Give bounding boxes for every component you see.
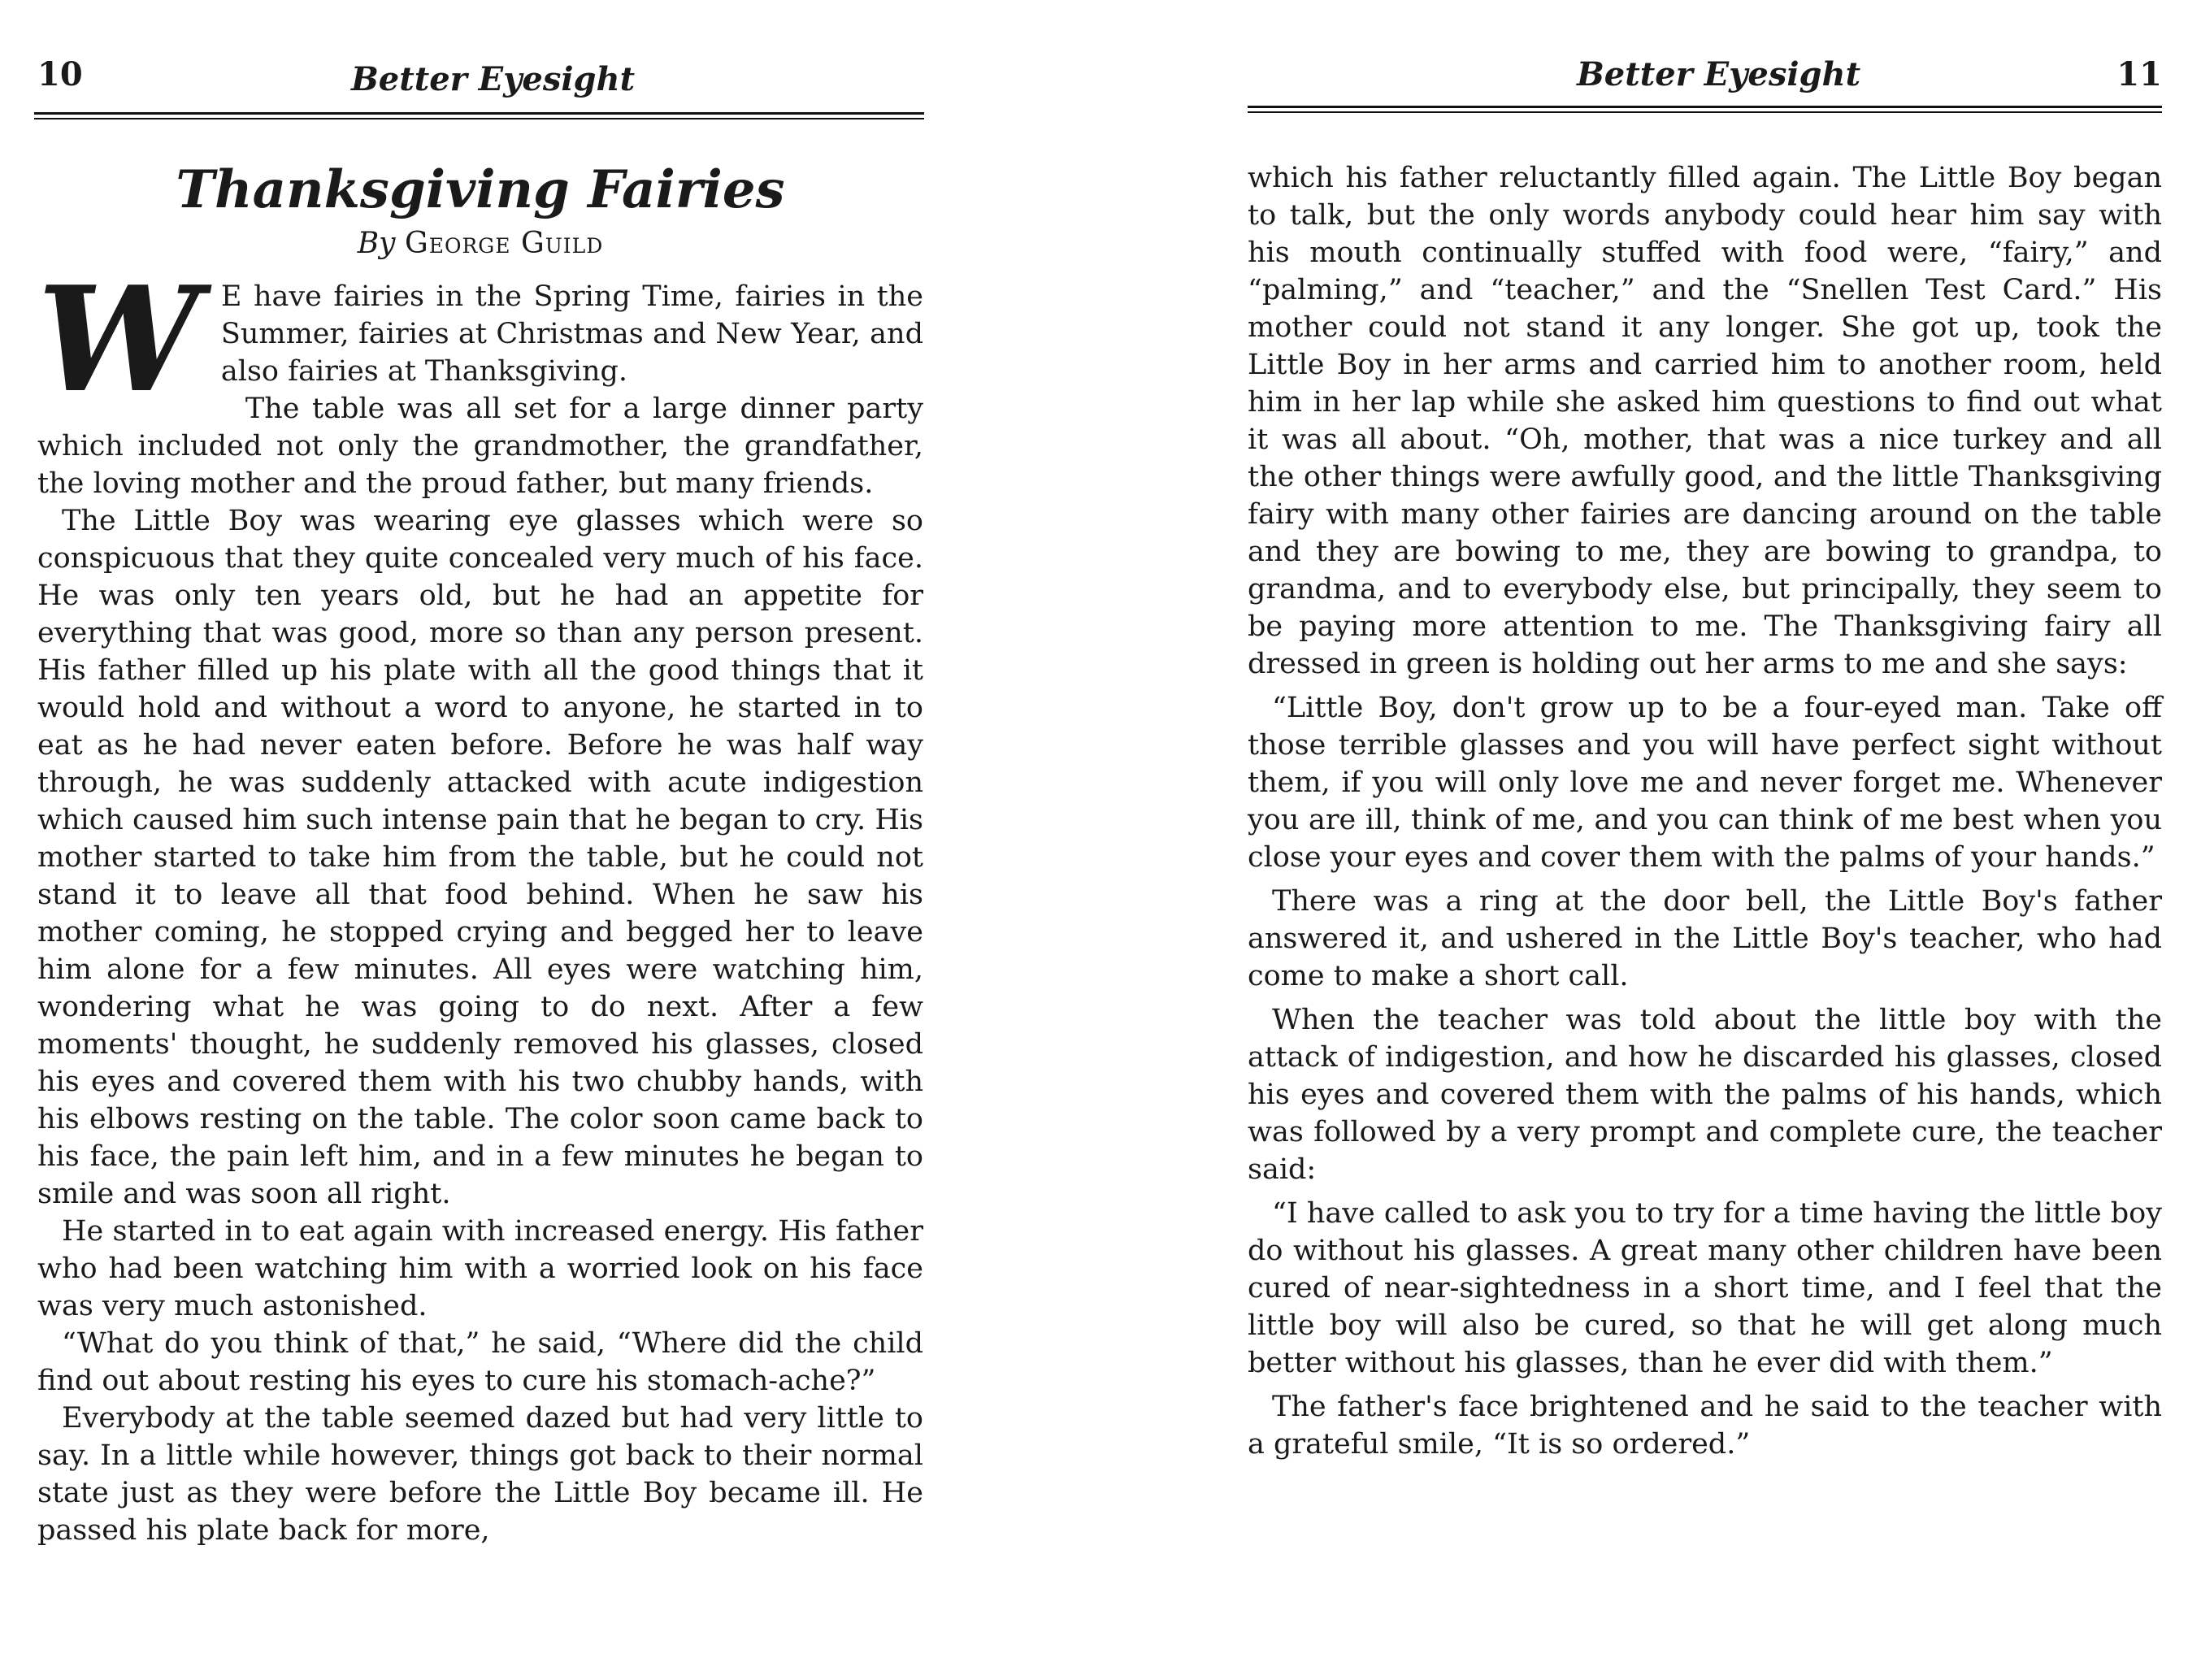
- article-title: Thanksgiving Fairies: [176, 159, 785, 220]
- opening-lead: E: [220, 280, 242, 313]
- header-rule-right: [1248, 106, 2162, 113]
- continuation-paragraph: which his father reluctantly filled again. The Little Boy began to talk, but the only words anybody could hear him say with his mouth continually stuffed with food were, “fairy,” and “palming,” and “teacher,” and the “Snellen Test Card.” His mother could not stand it any longer. She got up, took the Little Boy in her arms and carried him to another room, held him in her lap while she asked him questions to find out what it was all about. “Oh, mother, that was a nice turkey and all the other things were awfully good, and the little Thanksgiving fairy with many other fairies are dancing around on the table and they are bowing to me, they are bowing to grandpa, to grandma, and to everybody else, but principally, they seem to be paying more attention to me. The Thanksgiving fairy all dressed in green is holding out her arms to me and she says:: [1248, 162, 2162, 680]
- journal-name-right: Better Eyesight: [1577, 55, 1861, 93]
- left-paragraph: The table was all set for a large dinner party which included not only the grandmother, the grandfather, the loving mother and the proud father, but many friends.: [37, 393, 923, 500]
- byline-prefix: By: [357, 227, 396, 260]
- page-number-right: 11: [2116, 55, 2162, 93]
- right-article-body: [1248, 159, 2162, 1463]
- left-running-head: [34, 55, 924, 104]
- opening-paragraph: [37, 254, 923, 424]
- left-paragraph: Everybody at the table seemed dazed but had very little to say. In a little while however, things got back to their normal state just as they were before the Little Boy became ill. He passed his plate back for more,: [37, 1402, 923, 1547]
- right-page: [1235, 0, 2188, 1680]
- drop-cap: W: [37, 254, 200, 424]
- left-paragraph: The Little Boy was wearing eye glasses which were so conspicuous that they quite concealed very much of his face. He was only ten years old, but he had an appetite for everything that was good, more so than any person present. His father filled up his plate with all the good things that it would hold and without a word to anyone, he started in to eat as he had never eaten before. Before he was half way through, he was suddenly attacked with acute indigestion which caused him such intense pain that he began to cry. His mother started to take him from the table, but he could not stand it to leave all that food behind. When he saw his mother coming, he stopped crying and begged her to leave him alone for a few minutes. All eyes were watching him, wondering what he was going to do next. After a few moments' thought, he suddenly removed his glasses, closed his eyes and covered them with his two chubby hands, with his elbows resting on the table. The color soon came back to his face, the pain left him, and in a few minutes he began to smile and was soon all right.: [37, 505, 923, 1210]
- right-paragraph: “Little Boy, don't grow up to be a four-eyed man. Take off those terrible glasses and you will have perfect sight without them, if you will only love me and never forget me. Whenever you are ill, think of me, and you can think of me best when you close your eyes and cover them with the palms of your hands.”: [1248, 692, 2162, 874]
- left-article-body: [37, 254, 923, 1549]
- opening-text: have fairies in the Spring Time, fairies in the Summer, fairies at Christmas and New Year, and also fairies at Thanksgiving.: [220, 280, 923, 388]
- left-page: [0, 0, 943, 1680]
- left-paragraph: He started in to eat again with increased energy. His father who had been watching him with a worried look on his face was very much astonished.: [37, 1215, 923, 1322]
- author-name: George Guild: [404, 227, 604, 260]
- right-running-head: [1248, 55, 2162, 104]
- page-number-left: 10: [37, 55, 83, 93]
- right-paragraph: “I have called to ask you to try for a time having the little boy do without his glasses. A great many other children have been cured of near-sightedness in a short time, and I feel that the little boy will also be cured, so that he will get along much better without his glasses, than he ever did with them.”: [1248, 1197, 2162, 1379]
- right-paragraph: When the teacher was told about the little boy with the attack of indigestion, and how he discarded his glasses, closed his eyes and covered them with the palms of his hands, which was followed by a very prompt and complete cure, the teacher said:: [1248, 1004, 2162, 1186]
- right-paragraph: There was a ring at the door bell, the Little Boy's father answered it, and ushered in the Little Boy's teacher, who had come to make a short call.: [1248, 885, 2162, 992]
- left-paragraph: “What do you think of that,” he said, “Where did the child find out about resting his eyes to cure his stomach-ache?”: [37, 1327, 923, 1397]
- header-rule-left: [34, 112, 924, 119]
- right-paragraph: The father's face brightened and he said to the teacher with a grateful smile, “It is so ordered.”: [1248, 1391, 2162, 1461]
- journal-name-left: Better Eyesight: [351, 60, 636, 98]
